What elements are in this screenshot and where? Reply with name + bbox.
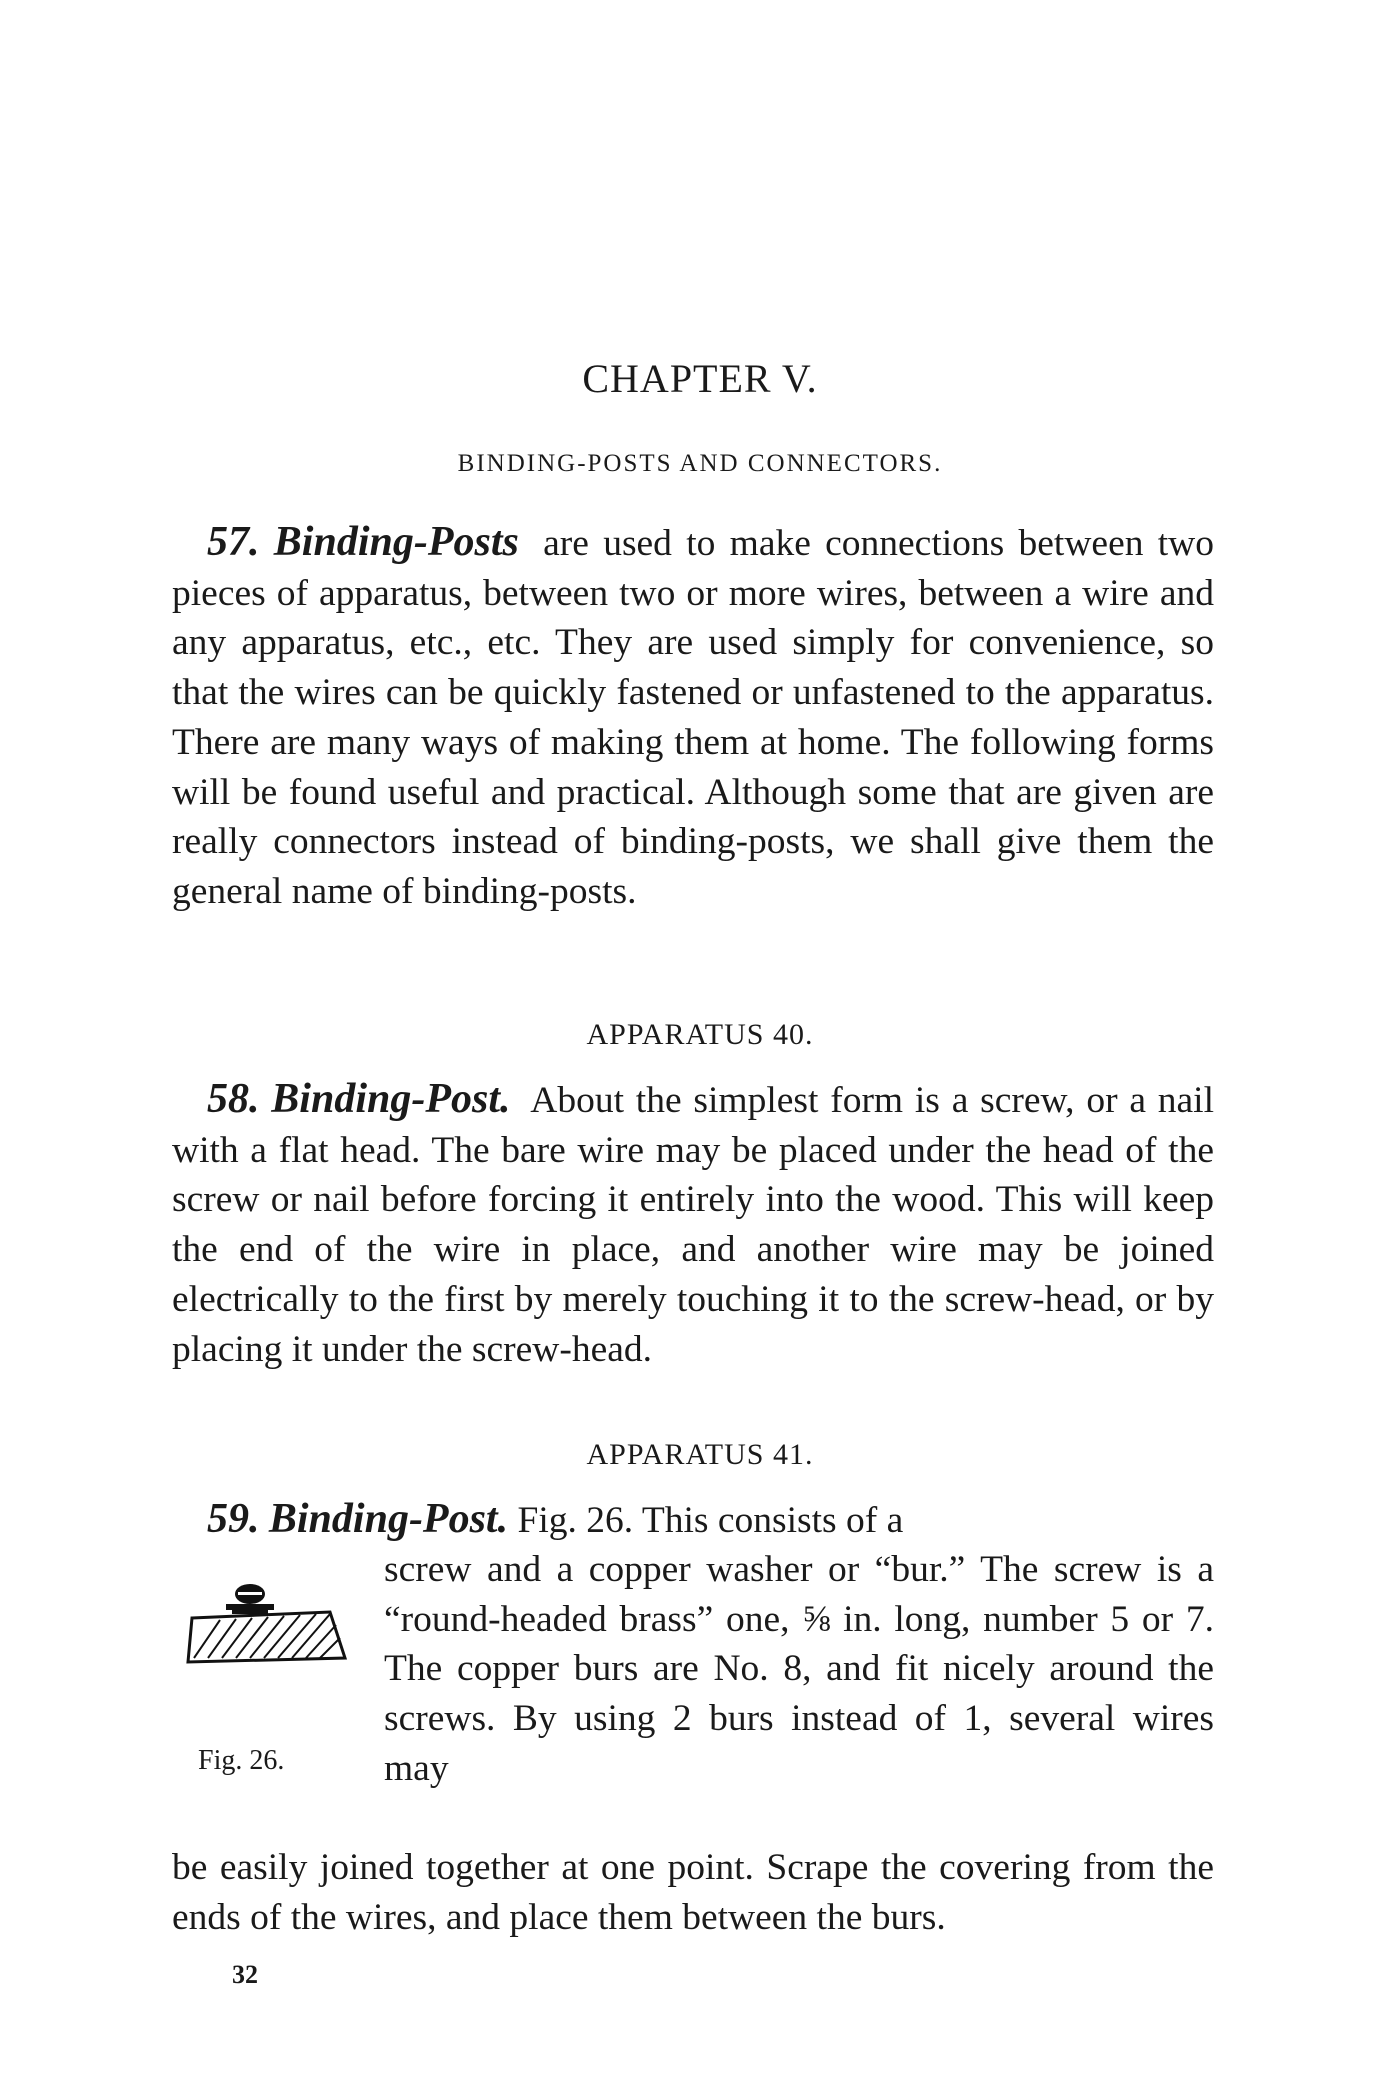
figure-caption: Fig. 26.: [198, 1745, 285, 1776]
paragraph-59-rest: be easily joined together at one point. Scrape the covering from the ends of the wires, and place them between the burs.: [172, 1847, 1214, 1938]
apparatus-heading: APPARATUS 41.: [586, 1438, 814, 1471]
paragraph-title: Binding-Posts: [273, 519, 519, 565]
paragraph-text: are used to make connections between two pieces of apparatus, between two or more wires, between a wire and any apparatus, etc., etc. They are used simply for convenience, so that the wires can be quickly fastened or unfastened to the apparatus. There are many ways of making them at home. The following forms will be found useful and practical. Although some that are given are really connectors instead of binding-posts, we shall give them the general name of binding-posts.: [172, 523, 1215, 912]
screw-in-wood-icon: [180, 1580, 355, 1675]
paragraph-text: Fig. 26. This consists of a: [517, 1500, 904, 1541]
paragraph-title: Binding-Post.: [268, 1496, 509, 1542]
section-heading: BINDING-POSTS AND CONNECTORS.: [457, 450, 943, 477]
paragraph-59-side: screw and a copper washer or “bur.” The screw is a “round-headed brass” one, ⅝ in. long, number 5 or 7. The copper burs are No. 8, and fit nicely around the screws. By using 2 burs instead of 1, several wires may: [384, 1549, 1214, 1789]
paragraph-title: Binding-Post.: [271, 1076, 511, 1122]
chapter-title: CHAPTER V.: [582, 356, 818, 401]
paragraph-58: [172, 1075, 1214, 1374]
paragraph-number: 59.: [207, 1496, 260, 1542]
paragraph-text: About the simplest form is a screw, or a nail with a flat head. The bare wire may be placed under the head of the screw or nail before forcing it entirely into the wood. This will keep the end of the wire in place, and another wire may be joined electrically to the first by merely touching it to the screw-head, or by placing it under the screw-head.: [172, 1080, 1215, 1370]
paragraph-57: [172, 518, 1214, 917]
paragraph-number: 57.: [207, 519, 260, 565]
apparatus-heading: APPARATUS 40.: [586, 1018, 814, 1051]
paragraph-59-head: [172, 1495, 1214, 1546]
page-number: 32: [232, 1960, 258, 1989]
paragraph-number: 58.: [207, 1076, 260, 1122]
